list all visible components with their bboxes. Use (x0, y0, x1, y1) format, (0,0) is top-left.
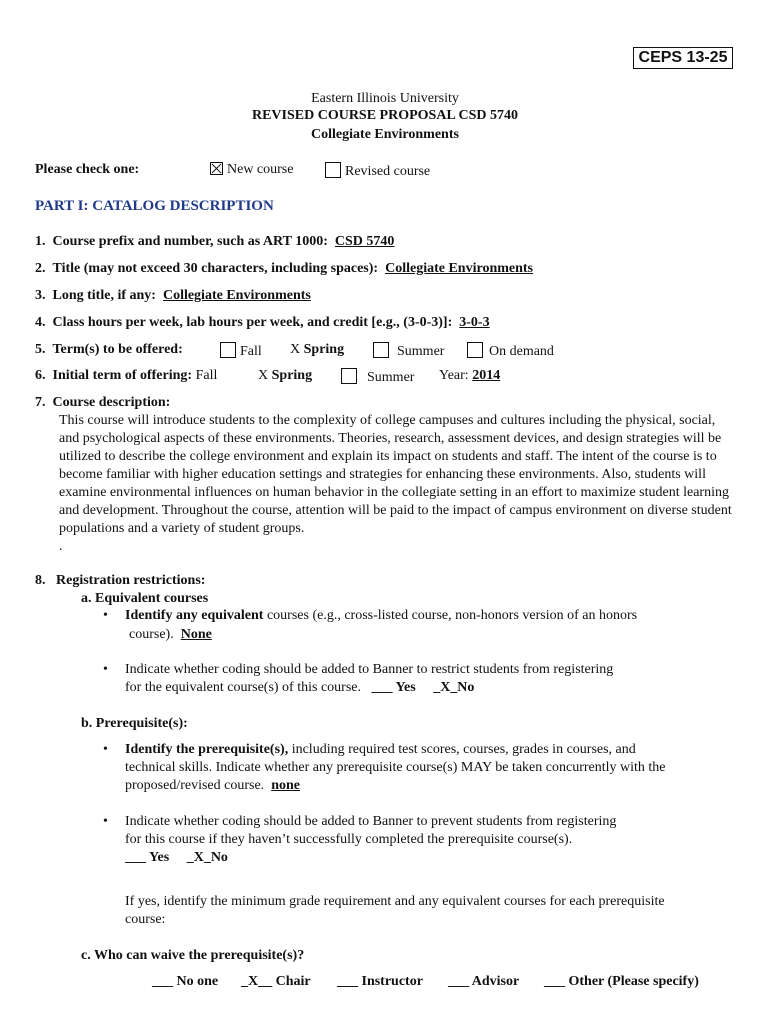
prereq-identify-line3 (125, 778, 300, 794)
item-label: Title (may not exceed 30 characters, including spaces): (52, 261, 379, 276)
revised-course-checkbox[interactable] (325, 162, 341, 178)
item-number: 8. (35, 573, 46, 588)
prereq-value: none (271, 778, 300, 793)
prereq-coding-line1: Indicate whether coding should be added to Banner to prevent students from registering (125, 814, 617, 829)
title-value: Collegiate Environments (385, 261, 533, 276)
waive-advisor[interactable]: ___ Advisor (448, 974, 520, 989)
year-value: 2014 (472, 368, 501, 383)
equivalent-identify-text: courses (e.g., cross-listed course, non-honors version of an honors (263, 608, 638, 623)
equivalent-coding-text2: for the equivalent course(s) of this course. (125, 680, 361, 695)
term-on-demand-checkbox[interactable] (467, 342, 483, 358)
term-spring-option[interactable] (290, 342, 344, 358)
initial-year (439, 368, 500, 384)
equivalent-identify-bold: Identify any equivalent (125, 608, 264, 623)
bullet: • (103, 814, 108, 829)
equivalent-value: None (180, 627, 212, 642)
term-on-demand-option[interactable] (467, 342, 554, 360)
bullet: • (103, 608, 108, 623)
item-8-heading (35, 573, 205, 589)
item-1 (35, 234, 394, 250)
equivalent-coding-line2 (125, 680, 474, 696)
revised-course-option[interactable] (325, 162, 430, 180)
item-6 (35, 368, 217, 384)
equivalent-identify-line1 (125, 608, 637, 624)
bullet: • (103, 742, 108, 757)
check-one-label: Please check one: (35, 162, 140, 177)
waive-instructor[interactable]: ___ Instructor (337, 974, 423, 989)
item-label: Class hours per week, lab hours per week, and credit [e.g., (3-0-3)]: (52, 315, 453, 330)
term-summer-label: Summer (397, 344, 445, 359)
item-number: 3. (35, 288, 46, 303)
item-label: Initial term of offering: (52, 368, 193, 383)
initial-summer-label: Summer (367, 370, 415, 385)
item-label: Registration restrictions: (56, 573, 206, 588)
prereq-ifyes-line2: course: (125, 912, 166, 927)
item-number: 2. (35, 261, 46, 276)
proposal-title: REVISED COURSE PROPOSAL CSD 5740 (251, 108, 519, 123)
initial-spring-x-mark: X (258, 368, 269, 383)
term-fall-label: Fall (240, 344, 262, 359)
term-summer-checkbox[interactable] (373, 342, 389, 358)
long-title-value: Collegiate Environments (162, 288, 311, 303)
item-number: 6. (35, 368, 46, 383)
item-3 (35, 288, 311, 304)
prereq-ifyes-line1: If yes, identify the minimum grade requirement and any equivalent courses for each prerequisite (125, 894, 665, 909)
hours-credit-value: 3-0-3 (459, 315, 490, 330)
year-label: Year: (439, 368, 469, 383)
item-4 (35, 315, 490, 331)
initial-summer-option[interactable] (341, 368, 414, 386)
equivalent-coding-line1: Indicate whether coding should be added to Banner to restrict students from registering (125, 662, 614, 677)
prereq-coding-line2: for this course if they haven’t successfully completed the prerequisite course(s). (125, 832, 573, 847)
prereq-coding-no[interactable]: _X_No (186, 850, 228, 865)
term-fall-option[interactable] (220, 342, 262, 360)
term-spring-label: Spring (303, 342, 345, 357)
initial-spring-option[interactable] (258, 368, 312, 384)
course-description-text: This course will introduce students to the complexity of college campuses and cultures including the physical, social, and psychological aspects of these environments. Theories, research, assessment devices, and design strategies will be utilized to describe the college environment and explain its impact on students and staff. The intent of the course is to become familiar with higher education settings and strategies for enhancing these environments. Also, students will examine environmental influences on human behavior in the collegiate setting in an effort to maximize student learning and development. Throughout the course, attention will be paid to the impact of campus environment on diverse student populations and a variety of student groups. (59, 413, 732, 536)
waive-heading: c. Who can waive the prerequisite(s)? (81, 948, 305, 963)
initial-spring-label: Spring (271, 368, 313, 383)
spring-x-mark: X (290, 342, 301, 357)
description-trailing-dot: . (59, 539, 63, 554)
prereq-identify-line1 (125, 742, 636, 758)
equivalent-coding-yes[interactable]: ___ Yes (371, 680, 416, 695)
item-7-heading (35, 395, 170, 411)
course-prefix-value: CSD 5740 (334, 234, 395, 249)
new-course-checkbox[interactable] (210, 162, 223, 175)
part1-heading: PART I: CATALOG DESCRIPTION (35, 198, 274, 214)
item-number: 5. (35, 342, 46, 357)
document-code: CEPS 13-25 (633, 47, 733, 69)
new-course-label: New course (227, 162, 294, 177)
term-fall-checkbox[interactable] (220, 342, 236, 358)
revised-course-label: Revised course (345, 164, 431, 179)
equivalent-identify-line2 (129, 627, 212, 643)
university-name: Eastern Illinois University (311, 91, 459, 106)
new-course-option[interactable] (210, 162, 293, 178)
waive-other[interactable]: ___ Other (Please specify) (544, 974, 699, 989)
waive-no-one[interactable]: ___ No one (152, 974, 219, 989)
initial-fall-label: Fall (195, 368, 218, 383)
prereq-identify-bold: Identify the prerequisite(s), (125, 742, 289, 757)
item-label: Course description: (52, 395, 171, 410)
waive-chair[interactable]: _X__ Chair (241, 974, 311, 989)
equivalent-courses-heading: a. Equivalent courses (81, 591, 209, 606)
item-label: Course prefix and number, such as ART 1000: (52, 234, 328, 249)
term-on-demand-label: On demand (489, 344, 554, 359)
prereq-identify-line2: technical skills. Indicate whether any prerequisite course(s) MAY be taken concurrently with the (125, 760, 666, 775)
item-2 (35, 261, 533, 277)
prereq-coding-yes[interactable]: ___ Yes (125, 850, 170, 865)
equivalent-coding-no[interactable]: _X_No (433, 680, 475, 695)
item-label: Term(s) to be offered: (52, 342, 183, 357)
item-5-label (35, 342, 183, 358)
prereq-identify-text: including required test scores, courses, grades in courses, and (288, 742, 636, 757)
prereq-coding-choices (125, 850, 228, 866)
item-number: 4. (35, 315, 46, 330)
initial-summer-checkbox[interactable] (341, 368, 357, 384)
prereq-identify-text3: proposed/revised course. (125, 778, 265, 793)
item-label: Long title, if any: (52, 288, 156, 303)
bullet: • (103, 662, 108, 677)
term-summer-option[interactable] (373, 342, 444, 360)
item-number: 1. (35, 234, 46, 249)
course-name-heading: Collegiate Environments (311, 127, 459, 142)
prerequisites-heading: b. Prerequisite(s): (81, 716, 188, 731)
equivalent-identify-text2: course). (129, 627, 174, 642)
item-number: 7. (35, 395, 46, 410)
